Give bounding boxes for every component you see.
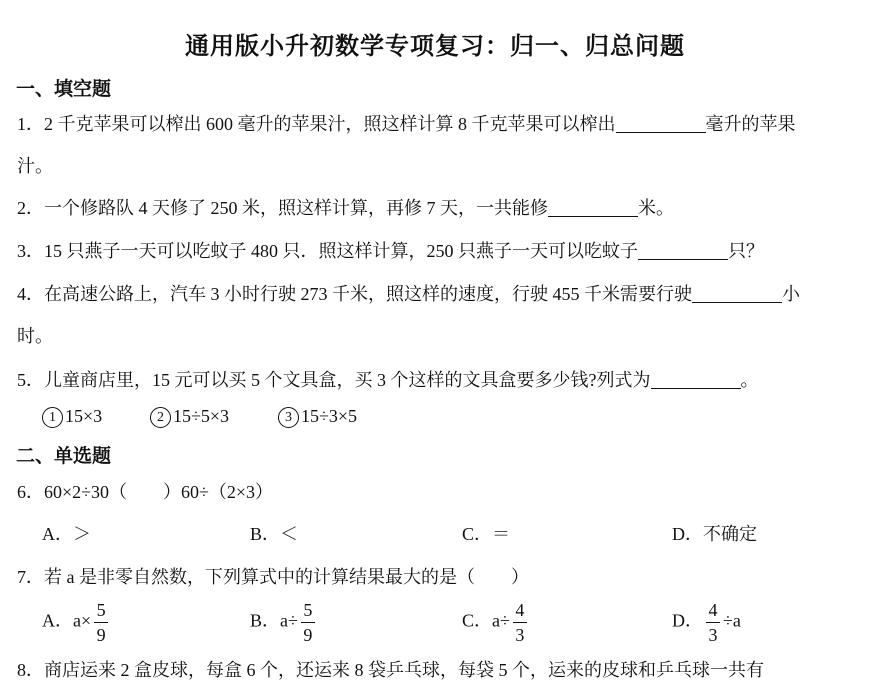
denominator: 3: [515, 625, 525, 645]
option-label: A．: [42, 610, 73, 631]
q5-option-2[interactable]: [150, 406, 229, 428]
question-3-text: 3．15 只燕子一天可以吃蚊子 480 只．照这样计算，250 只燕子一天可以吃蚊子: [17, 241, 638, 261]
answer-blank-2[interactable]: [548, 196, 638, 217]
question-4-continuation: 时。: [17, 326, 53, 346]
option-label: B．: [250, 610, 281, 631]
section-choice-heading: 二、单选题: [16, 445, 112, 467]
question-6: 6．60×2÷30（ ）60÷（2×3）: [17, 482, 274, 502]
q7-option-d[interactable]: [672, 601, 741, 644]
question-4-text-tail: 小: [782, 284, 800, 304]
question-1: [17, 110, 796, 136]
option-label: C．: [462, 610, 493, 631]
option-label: D．: [672, 610, 703, 631]
question-2: [17, 194, 674, 220]
q7-option-b[interactable]: [250, 601, 318, 644]
question-3-text-tail: 只？: [728, 241, 764, 261]
numerator: 4: [515, 600, 525, 620]
fraction-bar: [513, 622, 527, 623]
fraction: [706, 601, 720, 644]
fraction: [513, 601, 527, 644]
question-1-continuation: 汁。: [17, 156, 53, 176]
question-5-text: 5．儿童商店里，15 元可以买 5 个文具盒，买 3 个这样的文具盒要多少钱?列式为: [17, 370, 651, 390]
q5-option-3-text: 15÷3×5: [301, 406, 358, 426]
option-expr: ÷a: [723, 610, 741, 631]
numerator: 5: [96, 600, 106, 620]
fraction-bar: [94, 622, 108, 623]
q7-option-c[interactable]: [462, 601, 530, 644]
answer-blank-4[interactable]: [692, 282, 782, 303]
page-title: 通用版小升初数学专项复习：归一、归总问题: [185, 32, 685, 60]
fraction: [301, 601, 315, 644]
fraction-bar: [706, 622, 720, 623]
fraction-bar: [301, 622, 315, 623]
question-4-text: 4．在高速公路上，汽车 3 小时行驶 273 千米，照这样的速度，行驶 455 千米需要行驶: [17, 284, 692, 304]
question-5: [17, 366, 759, 392]
numerator: 5: [303, 600, 313, 620]
fraction: [94, 601, 108, 644]
question-2-text: 2．一个修路队 4 天修了 250 米，照这样计算，再修 7 天，一共能修: [17, 198, 548, 218]
answer-blank-3[interactable]: [638, 239, 728, 260]
denominator: 9: [96, 625, 106, 645]
q5-option-3[interactable]: [278, 406, 357, 428]
question-5-text-tail: 。: [740, 370, 759, 390]
q6-option-d[interactable]: D．不确定: [672, 524, 757, 544]
circled-number: 2: [150, 407, 171, 428]
option-expr: a×: [73, 610, 92, 631]
q6-option-a[interactable]: A．＞: [42, 524, 91, 544]
answer-blank-1[interactable]: [616, 112, 706, 133]
question-8-partial: 8．商店运来 2 盒皮球，每盒 6 个，还运来 8 袋乒乓球，每袋 5 个，运来的皮球和乒乓球一共有: [17, 660, 764, 680]
denominator: 9: [303, 625, 313, 645]
question-3: [17, 237, 764, 263]
q5-option-1[interactable]: [42, 406, 102, 428]
option-expr: a÷: [492, 610, 510, 631]
question-1-text-tail: 毫升的苹果: [705, 114, 796, 134]
question-2-text-tail: 米。: [638, 198, 674, 218]
section-fill-heading: 一、填空题: [16, 78, 112, 100]
question-4: [17, 280, 800, 306]
q6-option-b[interactable]: B．＜: [250, 524, 299, 544]
q5-option-1-text: 15×3: [65, 406, 103, 426]
option-expr: a÷: [280, 610, 298, 631]
q7-option-a[interactable]: [42, 601, 111, 644]
question-1-text: 1．2 千克苹果可以榨出 600 毫升的苹果汁，照这样计算 8 千克苹果可以榨出: [17, 114, 616, 134]
circled-number: 1: [42, 407, 63, 428]
q6-option-c[interactable]: C．＝: [462, 524, 511, 544]
question-7: 7．若 a 是非零自然数，下列算式中的计算结果最大的是（ ）: [17, 567, 529, 587]
q5-option-2-text: 15÷5×3: [173, 406, 230, 426]
circled-number: 3: [278, 407, 299, 428]
answer-blank-5[interactable]: [651, 368, 741, 389]
denominator: 3: [708, 625, 718, 645]
numerator: 4: [708, 600, 718, 620]
